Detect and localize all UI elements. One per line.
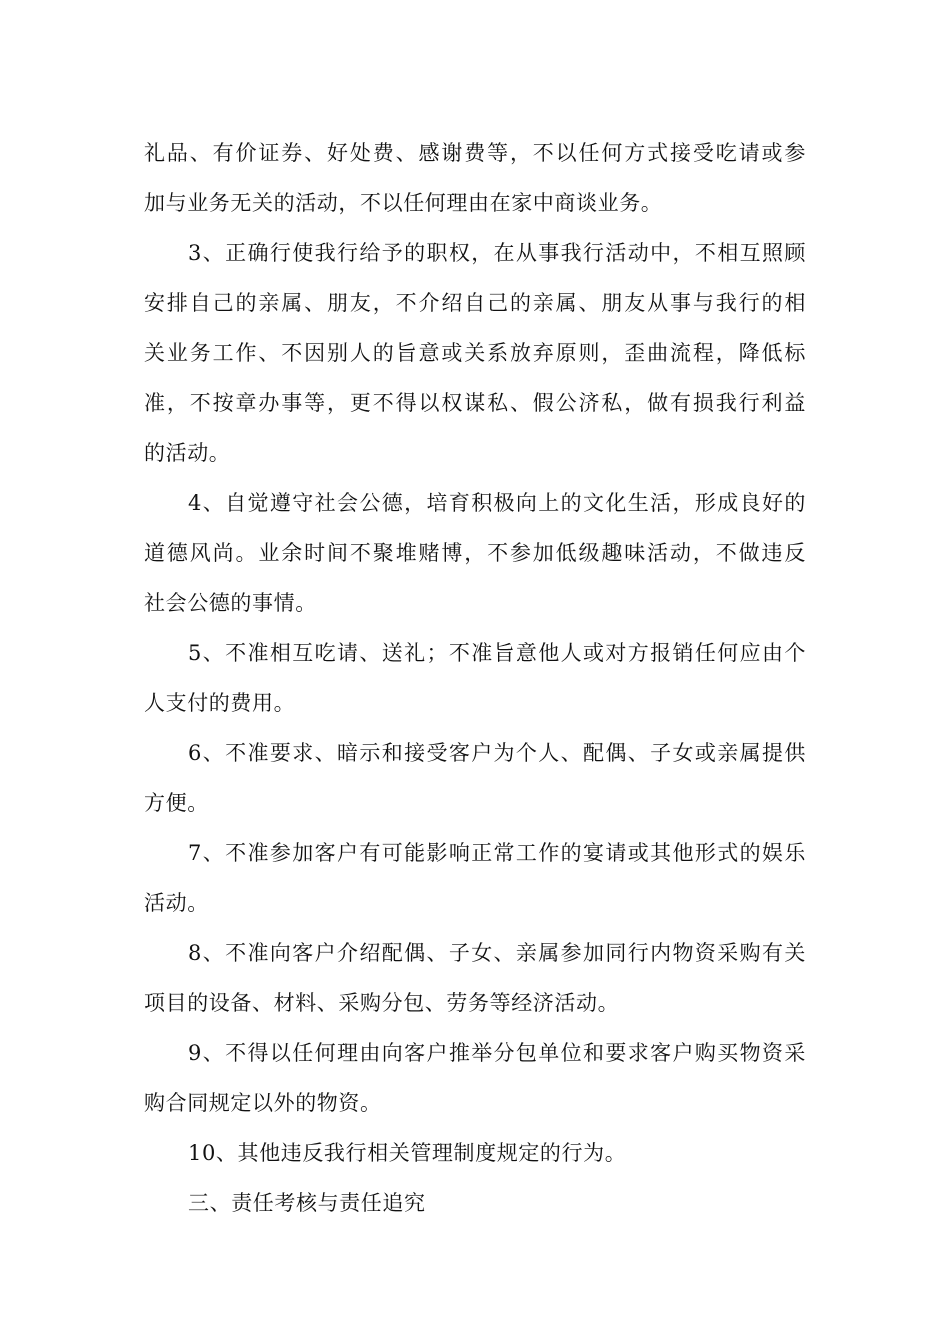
text-line: 4、自觉遵守社会公德，培育积极向上的文化生活，形成良好的: [188, 491, 806, 515]
document-body: [144, 128, 806, 1228]
text-line: 3、正确行使我行给予的职权，在从事我行活动中，不相互照顾: [188, 241, 806, 265]
paragraph-item-7: [144, 828, 806, 928]
paragraph-item-8: [144, 928, 806, 1028]
text-line: 8、不准向客户介绍配偶、子女、亲属参加同行内物资采购有关: [188, 941, 806, 965]
section-heading-text: 三、责任考核与责任追究: [188, 1191, 426, 1215]
text-line: 准，不按章办事等，更不得以权谋私、假公济私，做有损我行利益: [144, 391, 806, 415]
text-line: 项目的设备、材料、采购分包、劳务等经济活动。: [144, 991, 620, 1015]
paragraph-item-10: [144, 1128, 806, 1178]
text-line: 方便。: [144, 791, 209, 815]
text-line: 7、不准参加客户有可能影响正常工作的宴请或其他形式的娱乐: [188, 841, 806, 865]
paragraph-item-3: [144, 228, 806, 478]
paragraph-continued-gifts: [144, 128, 806, 228]
text-line: 道德风尚。业余时间不聚堆赌博，不参加低级趣味活动，不做违反: [144, 541, 806, 565]
text-line: 9、不得以任何理由向客户推举分包单位和要求客户购买物资采: [188, 1041, 806, 1065]
section-heading-accountability: [144, 1178, 806, 1228]
text-line: 6、不准要求、暗示和接受客户为个人、配偶、子女或亲属提供: [188, 741, 806, 765]
text-line: 礼品、有价证券、好处费、感谢费等，不以任何方式接受吃请或参: [144, 141, 806, 165]
paragraph-item-5: [144, 628, 806, 728]
text-line: 购合同规定以外的物资。: [144, 1091, 382, 1115]
paragraph-item-4: [144, 478, 806, 628]
text-line: 5、不准相互吃请、送礼；不准旨意他人或对方报销任何应由个: [188, 641, 806, 665]
text-line: 活动。: [144, 891, 209, 915]
text-line: 的活动。: [144, 441, 231, 465]
text-line: 关业务工作、不因别人的旨意或关系放弃原则，歪曲流程，降低标: [144, 341, 806, 365]
paragraph-item-9: [144, 1028, 806, 1128]
text-line: 人支付的费用。: [144, 691, 296, 715]
text-line: 10、其他违反我行相关管理制度规定的行为。: [188, 1141, 627, 1165]
paragraph-item-6: [144, 728, 806, 828]
text-line: 加与业务无关的活动，不以任何理由在家中商谈业务。: [144, 191, 663, 215]
text-line: 安排自己的亲属、朋友，不介绍自己的亲属、朋友从事与我行的相: [144, 291, 806, 315]
text-line: 社会公德的事情。: [144, 591, 317, 615]
